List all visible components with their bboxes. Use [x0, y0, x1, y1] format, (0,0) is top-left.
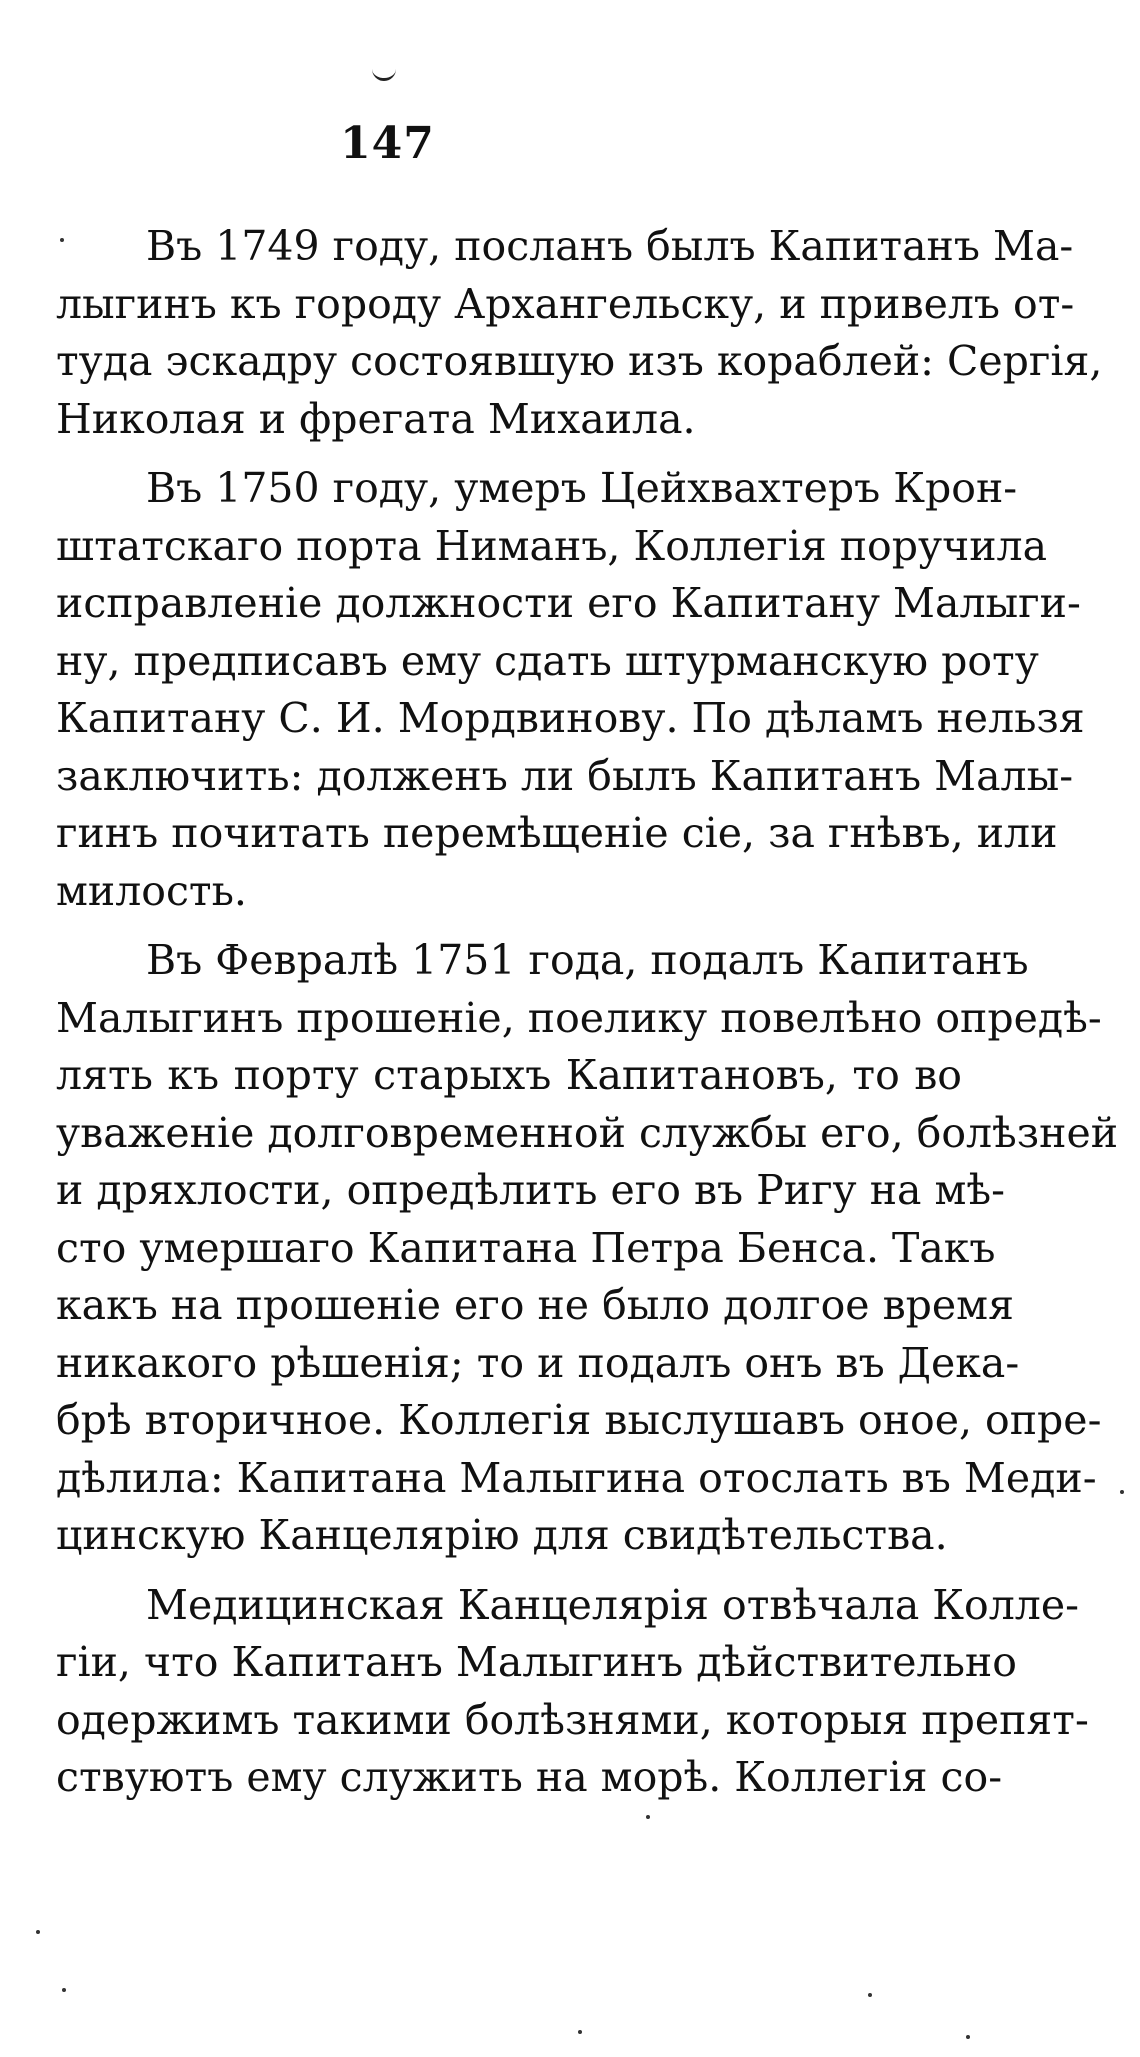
- text-line: гинъ почитать перемѣщеніе сіе, за гнѣвъ, или: [56, 809, 1058, 857]
- scan-speck: [868, 1993, 872, 1997]
- text-line: какъ на прошеніе его не было долгое время: [56, 1281, 1014, 1329]
- text-line: исправленіе должности его Капитану Малыги-: [56, 579, 1081, 627]
- body-text: [56, 218, 1119, 1807]
- scan-speck: [60, 238, 64, 242]
- text-line: Въ 1750 году, умеръ Цейхвахтеръ Крон-: [146, 464, 1018, 512]
- text-line: ствуютъ ему служить на морѣ. Коллегія со-: [56, 1753, 1003, 1801]
- page-number: 147: [340, 118, 435, 169]
- text-line: никакого рѣшенія; то и подалъ онъ въ Дека-: [56, 1338, 1020, 1387]
- text-line: гіи, что Капитанъ Малыгинъ дѣйствительно: [56, 1638, 1017, 1686]
- text-line: штатскаго порта Ниманъ, Коллегія поручила: [56, 521, 1048, 570]
- scan-speck: [36, 1930, 40, 1934]
- text-line: одержимъ такими болѣзнями, которыя препят-: [56, 1695, 1089, 1744]
- paragraph: [56, 460, 1085, 920]
- text-line: милость.: [56, 866, 247, 915]
- text-line: Малыгинъ прошеніе, поелику повелѣно опредѣ-: [56, 993, 1102, 1042]
- text-line: Николая и фрегата Михаила.: [56, 394, 696, 443]
- text-line: сто умершаго Капитана Петра Бенса. Такъ: [56, 1223, 996, 1272]
- scan-speck: [62, 1988, 66, 1992]
- text-line: лыгинъ къ городу Архангельску, и привелъ от-: [56, 279, 1075, 328]
- text-line: и дряхлости, опредѣлить его въ Ригу на мѣ-: [56, 1166, 1005, 1214]
- text-line: Медицинская Канцелярія отвѣчала Колле-: [146, 1580, 1079, 1629]
- text-line: заключить: долженъ ли былъ Капитанъ Малы-: [56, 751, 1074, 800]
- scan-speck: [1120, 1490, 1124, 1494]
- scan-speck: [966, 2035, 970, 2039]
- text-line: брѣ вторичное. Коллегія выслушавъ оное, опре-: [56, 1396, 1102, 1444]
- paragraph: [56, 932, 1119, 1565]
- text-line: дѣлила: Капитана Малыгина отослать въ Меди-: [56, 1453, 1097, 1502]
- paragraph: [56, 1577, 1089, 1807]
- paragraph: [56, 218, 1103, 448]
- scan-speck: [578, 2030, 582, 2034]
- text-line: ну, предписавъ ему сдать штурманскую роту: [56, 636, 1039, 685]
- text-line: Капитану С. И. Мордвинову. По дѣламъ нельзя: [56, 694, 1085, 742]
- top-ink-mark: [372, 68, 396, 81]
- text-line: цинскую Канцелярію для свидѣтельства.: [56, 1511, 948, 1559]
- text-line: Въ Февралѣ 1751 года, подалъ Капитанъ: [146, 936, 1029, 984]
- text-line: уваженіе долговременной службы его, болѣзней: [56, 1108, 1119, 1157]
- scan-speck: [646, 1815, 650, 1819]
- text-line: Въ 1749 году, посланъ былъ Капитанъ Ма-: [146, 222, 1074, 270]
- text-line: лять къ порту старыхъ Капитановъ, то во: [56, 1051, 962, 1099]
- text-line: туда эскадру состоявшую изъ кораблей: Сергія,: [56, 337, 1103, 385]
